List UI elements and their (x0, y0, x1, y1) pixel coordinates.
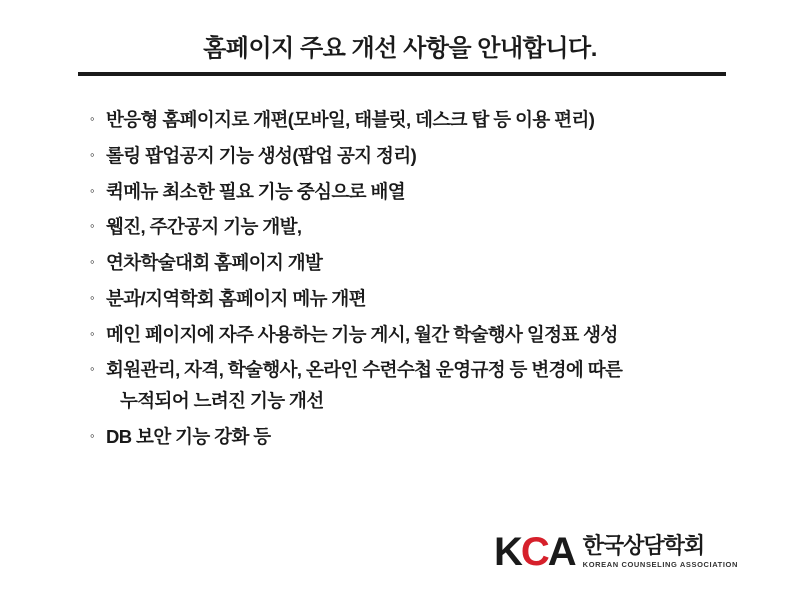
logo-text-block (583, 535, 738, 569)
bullet-circle-icon: ◦ (90, 428, 95, 444)
bullet-circle-icon: ◦ (90, 218, 95, 234)
kca-logo (494, 532, 738, 572)
logo-letter-a: A (547, 530, 575, 574)
list-item (90, 108, 770, 133)
list-item (90, 425, 770, 450)
logo-wordmark (494, 532, 575, 572)
list-item (90, 180, 770, 205)
bullet-circle-icon: ◦ (90, 289, 95, 305)
list-item-label: 연차학술대회 홈페이지 개발 (106, 252, 323, 274)
logo-name-english: KOREAN COUNSELING ASSOCIATION (582, 560, 738, 570)
list-item-label: 메인 페이지에 자주 사용하는 기능 게시, 월간 학술행사 일정표 생성 (106, 323, 618, 345)
bullet-circle-icon: ◦ (90, 146, 95, 162)
list-item-label (106, 358, 770, 414)
bullet-circle-icon: ◦ (90, 182, 95, 198)
list-item-label: 퀵메뉴 최소한 필요 기능 중심으로 배열 (106, 180, 406, 202)
list-item-label: 반응형 홈페이지로 개편(모바일, 태블릿, 데스크 탑 등 이용 편리) (106, 109, 595, 130)
list-item-label: 분과/지역학회 홈페이지 메뉴 개편 (106, 287, 366, 309)
list-item-label: 웹진, 주간공지 기능 개발, (106, 216, 302, 238)
list-item-label: 롤링 팝업공지 기능 생성(팝업 공지 정리) (106, 144, 417, 166)
list-item (90, 144, 770, 169)
bullet-circle-icon: ◦ (90, 254, 95, 270)
logo-letter-c: C (520, 530, 548, 574)
list-item (90, 323, 770, 348)
title-divider (78, 72, 726, 76)
list-item (90, 215, 770, 240)
bullet-list (90, 108, 770, 461)
list-item (90, 251, 770, 276)
list-item (90, 358, 770, 414)
bullet-circle-icon: ◦ (90, 111, 95, 126)
list-item-label: DB 보안 기능 강화 등 (106, 426, 271, 448)
bullet-circle-icon: ◦ (90, 325, 95, 341)
logo-name-korean: 한국상담학회 (582, 533, 705, 559)
bullet-circle-icon: ◦ (90, 361, 95, 377)
list-item-line-1: 회원관리, 자격, 학술행사, 온라인 수련수첩 운영규정 등 변경에 따른 (106, 359, 623, 381)
logo-letter-k: K (494, 530, 521, 574)
page-title: 홈페이지 주요 개선 사항을 안내합니다. (203, 35, 597, 62)
list-item-line-2: 누적되어 느려진 기능 개선 (120, 390, 324, 412)
list-item (90, 287, 770, 312)
